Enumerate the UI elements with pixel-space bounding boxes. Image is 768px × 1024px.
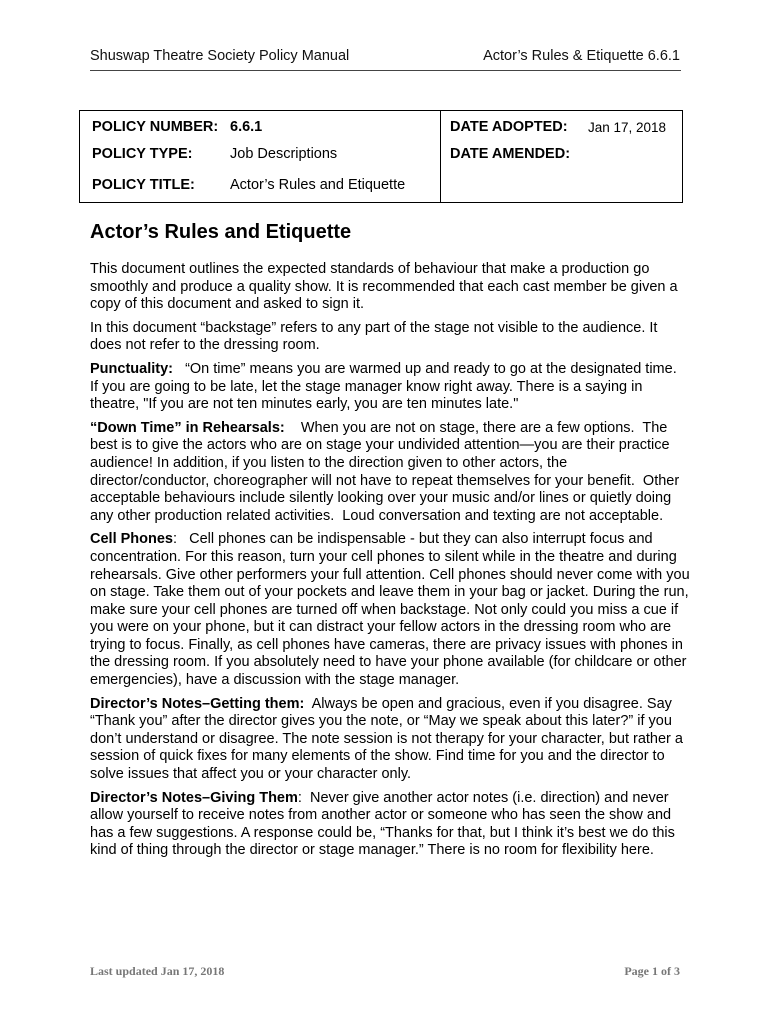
footer-page-number: Page 1 of 3 (624, 964, 680, 978)
date-amended-label: DATE AMENDED: (450, 146, 571, 162)
notes-giving-heading: Director’s Notes–Giving Them (90, 789, 298, 806)
cell-phones-paragraph (90, 531, 694, 689)
policy-type-label: POLICY TYPE: (92, 146, 193, 162)
policy-number-label: POLICY NUMBER: (92, 119, 219, 135)
policy-number-value: 6.6.1 (230, 119, 263, 135)
punctuality-text: “On time” means you are warmed up and ready to go at the designated time. If you are going to be late, let the stage manager know right away. There is a saying in theatre, "If you are not ten minutes early, you are ten minutes late." (90, 360, 685, 413)
down-time-text: When you are not on stage, there are a few options. The best is to give the actors who are on stage your undivided attention—you are their practice audience! In addition, if you listen to the direction given to other actors, the director/conductor, choreographer will not have to repeat themselves for your benefit. Other acceptable behaviours include silently looking over your music and/or lines or quietly doing any other production related activities. Loud conversation and texting are not acceptable. (90, 419, 684, 524)
notes-getting-text: Always be open and gracious, even if you disagree. Say “Thank you” after the director gives you the note, or “May we speak about this later?” if you don’t understand or disagree. The note session is not therapy for your character, but rather a session of quick fixes for many elements of the show. Find time for you and the director to solve issues that affect you or your character only. (90, 695, 688, 783)
notes-getting-heading: Director’s Notes–Getting them: (90, 695, 305, 712)
date-adopted-value: Jan 17, 2018 (588, 120, 667, 135)
cell-phones-text: : Cell phones can be indispensable - but they can also interrupt focus and concentration. For this reason, turn your cell phones to silent while in the theatre and during rehearsals. Give other performers your full attention. Cell phones should never come with you on stage. Take them out of your pockets and leave them in your bag or jacket. During the run, make sure your cell phones are turned off when backstage. Not only could you miss a cue if you were on your phone, but it can distract your fellow actors in the dressing room who are trying to focus. Finally, as cell phones have cameras, there are privacy issues with phones in the dressing room. If you absolutely need to have your phone available (for childcare or other emergencies), have a discussion with the stage manager. (90, 531, 694, 689)
policy-info-table (79, 110, 683, 203)
document-title: Actor’s Rules and Etiquette (90, 221, 352, 243)
down-time-paragraph (90, 420, 690, 526)
punctuality-paragraph (90, 361, 690, 414)
footer-last-updated: Last updated Jan 17, 2018 (90, 964, 225, 978)
header-rule (90, 70, 681, 71)
date-adopted-label: DATE ADOPTED: (450, 119, 568, 135)
notes-giving-text: : Never give another actor notes (i.e. direction) and never allow yourself to receive notes from another actor or someone who has seen the show and has a few suggestions. A response could be, “Thanks for that, but I think it’s best we do this kind of thing through the director or stage manager.” There is no room for flexibility here. (90, 789, 679, 859)
table-column-divider (440, 111, 441, 202)
header-section-title: Actor’s Rules & Etiquette 6.6.1 (483, 48, 680, 64)
policy-title-value: Actor’s Rules and Etiquette (230, 177, 406, 193)
policy-type-value: Job Descriptions (230, 146, 338, 162)
down-time-heading: “Down Time” in Rehearsals: (90, 419, 285, 436)
notes-getting-paragraph (90, 696, 690, 784)
notes-giving-paragraph (90, 790, 690, 860)
backstage-definition-paragraph: In this document “backstage” refers to any part of the stage not visible to the audience. It does not refer to the dressing room. (90, 319, 658, 354)
document-body (90, 261, 694, 866)
header-manual-title: Shuswap Theatre Society Policy Manual (90, 48, 350, 64)
policy-title-label: POLICY TITLE: (92, 177, 195, 193)
punctuality-heading: Punctuality: (90, 360, 173, 377)
intro-paragraph: This document outlines the expected standards of behaviour that make a production go smoothly and produce a quality show. It is recommended that each cast member be given a copy of this document and asked to sign it. (90, 261, 678, 313)
cell-phones-heading: Cell Phones (90, 531, 173, 548)
